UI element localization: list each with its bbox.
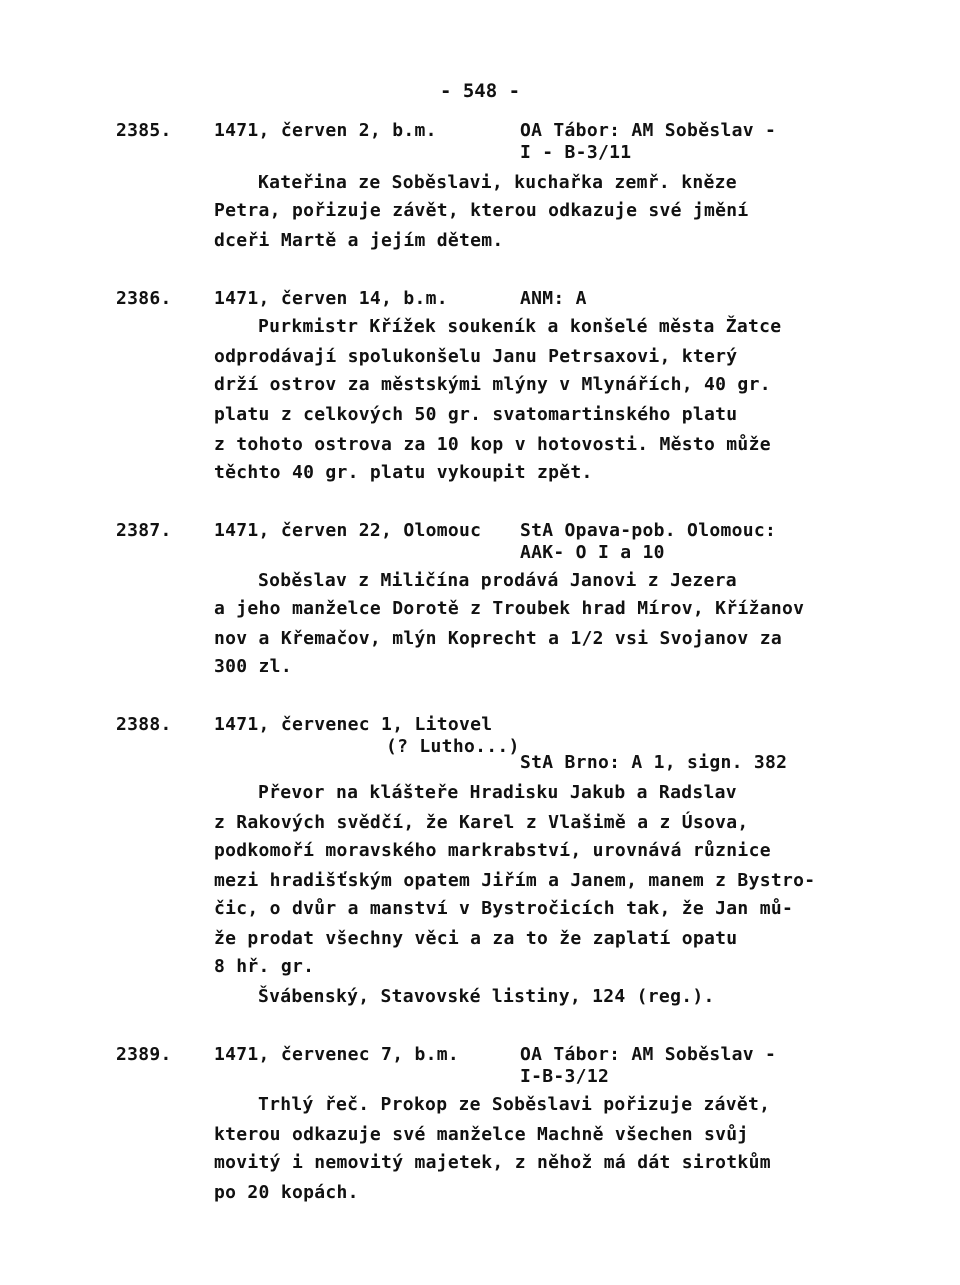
entry-number: 2389.	[116, 1044, 172, 1065]
entry-source: I-B-3/12	[520, 1066, 610, 1087]
entry-date: 1471, červenec 1, Litovel	[214, 714, 493, 735]
entry-text-line: Kateřina ze Soběslavi, kuchařka zemř. kněze	[258, 172, 737, 193]
entry-text-line: po 20 kopách.	[214, 1182, 359, 1203]
entry-text-line: těchto 40 gr. platu vykoupit zpět.	[214, 462, 593, 483]
entry-text-line: drží ostrov za městskými mlýny v Mlynářích, 40 gr.	[214, 374, 771, 395]
entry-source: StA Brno: A 1, sign. 382	[520, 752, 788, 773]
entry-text-line: a jeho manželce Dorotě z Troubek hrad Mírov, Křížanov	[214, 598, 805, 619]
entry-text-line: 8 hř. gr.	[214, 956, 315, 977]
entry-text-line: odprodávají spolukonšelu Janu Petrsaxovi, který	[214, 346, 738, 367]
entry-text-line: Purkmistr Křížek soukeník a konšelé města Žatce	[258, 316, 782, 337]
entry-source: OA Tábor: AM Soběslav -	[520, 120, 777, 141]
entry-text-line: platu z celkových 50 gr. svatomartinského platu	[214, 404, 738, 425]
entry-source: ANM: A	[520, 288, 587, 309]
entry-text-line: Soběslav z Miličína prodává Janovi z Jezera	[258, 570, 737, 591]
entry-citation: Švábenský, Stavovské listiny, 124 (reg.).	[258, 986, 715, 1007]
entry-source: OA Tábor: AM Soběslav -	[520, 1044, 777, 1065]
entry-number: 2388.	[116, 714, 172, 735]
entry-date-note: (? Lutho...)	[386, 736, 520, 757]
entry-number: 2386.	[116, 288, 172, 309]
entry-text-line: mezi hradišťským opatem Jiřím a Janem, manem z Bystro-	[214, 870, 816, 891]
entry-date: 1471, červenec 7, b.m.	[214, 1044, 460, 1065]
entry-text-line: podkomoří moravského markrabství, urovnává různice	[214, 840, 771, 861]
entry-text-line: čic, o dvůr a manství v Bystročicích tak, že Jan mů-	[214, 898, 794, 919]
entry-text-line: dceři Martě a jejím dětem.	[214, 230, 504, 251]
entry-text-line: že prodat všechny věci a za to že zaplatí opatu	[214, 928, 738, 949]
page-number: - 548 -	[439, 80, 521, 102]
entry-text-line: Petra, pořizuje závět, kterou odkazuje své jmění	[214, 200, 749, 221]
entry-text-line: Převor na klášteře Hradisku Jakub a Radslav	[258, 782, 737, 803]
entry-text-line: z Rakových svědčí, že Karel z Vlašimě a z Úsova,	[214, 812, 749, 833]
entry-date: 1471, červen 14, b.m.	[214, 288, 448, 309]
entry-text-line: 300 zl.	[214, 656, 292, 677]
entry-text-line: z tohoto ostrova za 10 kop v hotovosti. Město může	[214, 434, 771, 455]
entry-source: AAK- O I a 10	[520, 542, 665, 563]
entry-date: 1471, červen 22, Olomouc	[214, 520, 482, 541]
entry-date: 1471, červen 2, b.m.	[214, 120, 437, 141]
entry-source: I - B-3/11	[520, 142, 632, 163]
entry-text-line: Trhlý řeč. Prokop ze Soběslavi pořizuje závět,	[258, 1094, 771, 1115]
entry-text-line: movitý i nemovitý majetek, z něhož má dát sirotkům	[214, 1152, 771, 1173]
entry-source: StA Opava-pob. Olomouc:	[520, 520, 777, 541]
entry-number: 2385.	[116, 120, 172, 141]
entry-number: 2387.	[116, 520, 172, 541]
entry-text-line: nov a Křemačov, mlýn Koprecht a 1/2 vsi Svojanov za	[214, 628, 782, 649]
entry-text-line: kterou odkazuje své manželce Machně všechen svůj	[214, 1124, 749, 1145]
